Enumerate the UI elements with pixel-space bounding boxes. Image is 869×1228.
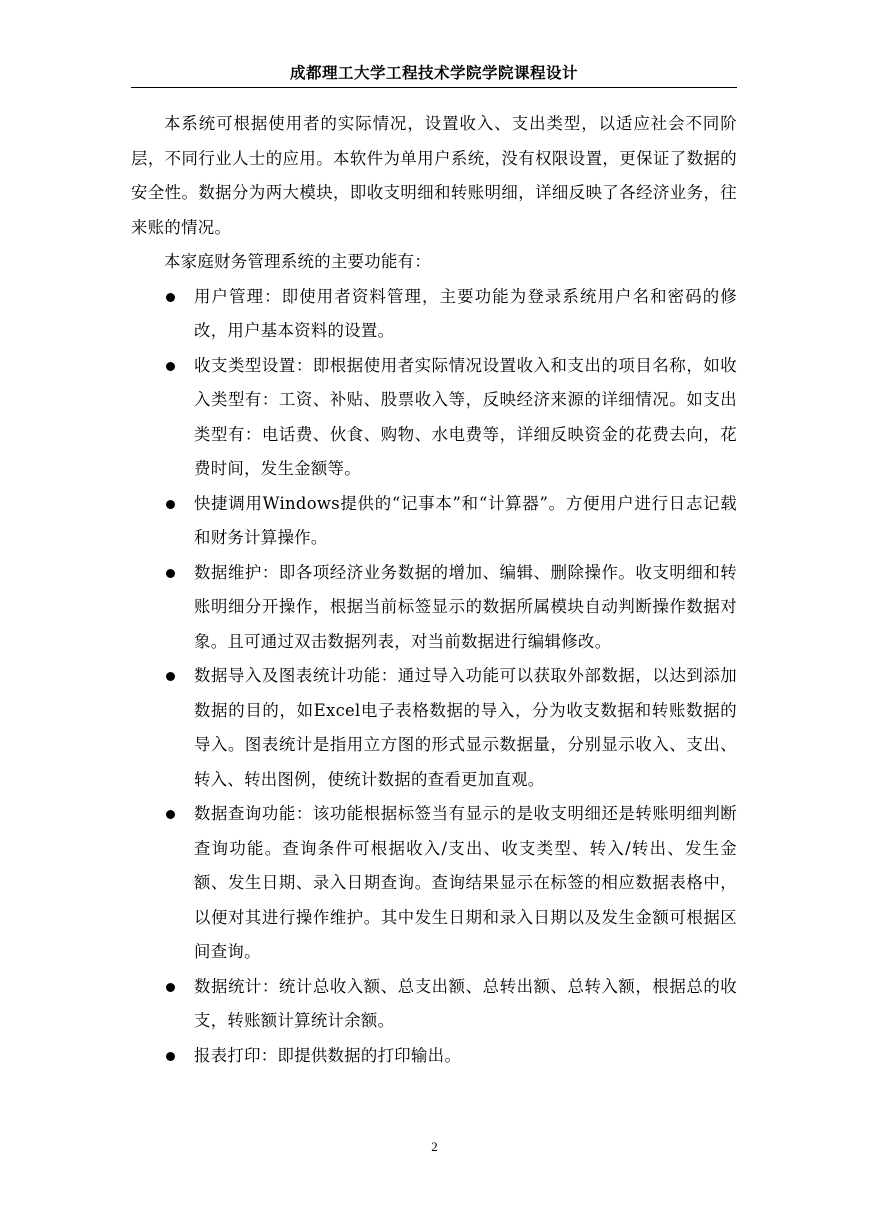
bullet-icon (166, 810, 175, 819)
bullet-icon (166, 672, 175, 681)
bullet-icon (166, 1052, 175, 1061)
feature-item-report-printing (131, 1039, 737, 1074)
feature-item-data-query (131, 797, 737, 970)
feature-item-text: 数据统计：统计总收入额、总支出额、总转出额、总转入额，根据总的收支，转账额计算统计余额。 (194, 976, 737, 1030)
intro-paragraph: 本系统可根据使用者的实际情况，设置收入、支出类型，以适应社会不同阶层，不同行业人士的应用。本软件为单用户系统，没有权限设置，更保证了数据的安全性。数据分为两大模块，即收支明细和转账明细，详细反映了各经济业务，往来账的情况。 (131, 114, 737, 237)
feature-list (131, 280, 737, 1074)
feature-item-data-maintenance (131, 556, 737, 660)
bullet-icon (166, 569, 175, 578)
header-divider (131, 87, 737, 88)
page-header: 成都理工大学工程技术学院学院课程设计 (289, 64, 578, 82)
bullet-icon (166, 362, 175, 371)
feature-item-import-charts (131, 659, 737, 797)
feature-item-text: 数据导入及图表统计功能：通过导入功能可以获取外部数据，以达到添加数据的目的，如Excel电子表格数据的导入，分为收支数据和转账数据的导入。图表统计是指用立方图的形式显示数据量，分别显示收入、支出、转入、转出图例，使统计数据的查看更加直观。 (194, 666, 737, 789)
bullet-icon (166, 983, 175, 992)
document-body (131, 107, 737, 1073)
feature-item-quick-tools (131, 487, 737, 556)
feature-item-user-management (131, 280, 737, 349)
feature-item-text: 收支类型设置：即根据使用者实际情况设置收入和支出的项目名称，如收入类型有：工资、补贴、股票收入等，反映经济来源的详细情况。如支出类型有：电话费、伙食、购物、水电费等，详细反映资金的花费去向，花费时间，发生金额等。 (194, 355, 737, 478)
bullet-icon (166, 293, 175, 302)
feature-item-category-settings (131, 349, 737, 487)
feature-item-text: 数据维护：即各项经济业务数据的增加、编辑、删除操作。收支明细和转账明细分开操作，根据当前标签显示的数据所属模块自动判断操作数据对象。且可通过双击数据列表，对当前数据进行编辑修改。 (194, 562, 737, 651)
page-number: 2 (431, 1139, 438, 1154)
feature-item-text: 数据查询功能：该功能根据标签当有显示的是收支明细还是转账明细判断查询功能。查询条件可根据收入/支出、收支类型、转入/转出、发生金额、发生日期、录入日期查询。查询结果显示在标签的相应数据表格中，以便对其进行操作维护。其中发生日期和录入日期以及发生金额可根据区间查询。 (194, 804, 737, 961)
feature-item-text: 用户管理：即使用者资料管理，主要功能为登录系统用户名和密码的修改，用户基本资料的设置。 (194, 286, 737, 340)
feature-item-text: 快捷调用Windows提供的“记事本”和“计算器”。方便用户进行日志记载和财务计算操作。 (194, 493, 737, 547)
feature-item-text: 报表打印：即提供数据的打印输出。 (194, 1045, 462, 1065)
feature-item-statistics (131, 970, 737, 1039)
feature-list-intro: 本家庭财务管理系统的主要功能有： (164, 252, 432, 271)
bullet-icon (166, 500, 175, 509)
